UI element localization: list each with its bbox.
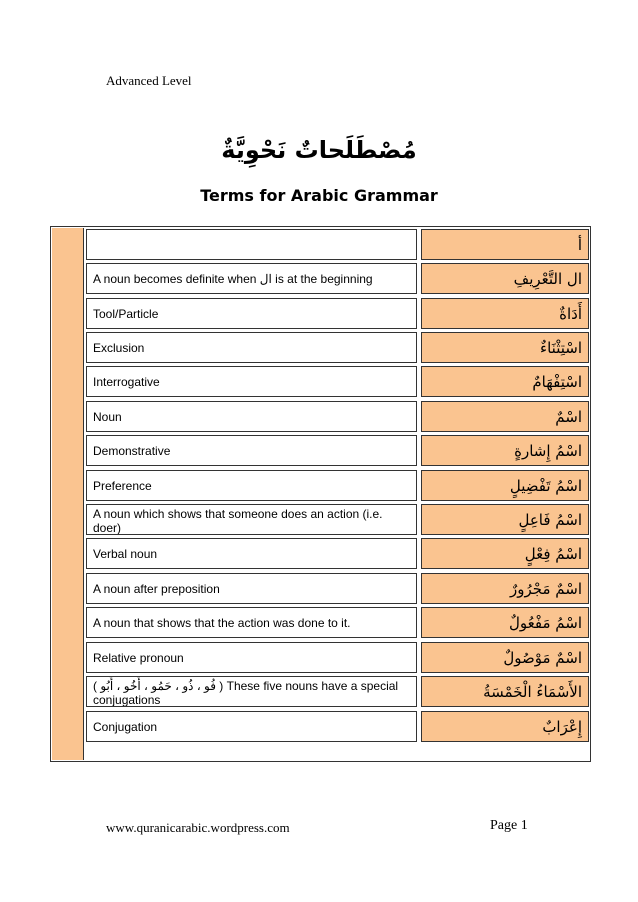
- table-row: [86, 366, 589, 397]
- english-term: A noun that shows that the action was done to it.: [86, 607, 417, 638]
- table-row: [86, 435, 589, 466]
- english-term: Verbal noun: [86, 538, 417, 569]
- header-level: Advanced Level: [106, 73, 192, 88]
- table-row: [86, 470, 589, 501]
- arabic-term: أ: [421, 229, 589, 260]
- footer-url[interactable]: www.quranicarabic.wordpress.com: [106, 820, 290, 835]
- english-term: ( فُو ، ذُو ، حَمُو ، أَخُو ، أَبُو ) These five nouns have a special conjugations: [86, 676, 417, 707]
- table-row: [86, 263, 589, 294]
- english-term: Demonstrative: [86, 435, 417, 466]
- table-row: [86, 642, 589, 673]
- english-term: Conjugation: [86, 711, 417, 742]
- table-row: [86, 229, 589, 260]
- page-number: Page 1: [490, 818, 528, 833]
- table-row: [86, 538, 589, 569]
- page-title-arabic: مُصْطَلَحاتٌ نَحْوِيَّةٌ: [221, 136, 417, 164]
- arabic-term: الأَسْمَاءُ الْخَمْسَةُ: [421, 676, 589, 707]
- page-title-english: Terms for Arabic Grammar: [200, 186, 438, 205]
- table-row: [86, 332, 589, 363]
- arabic-term: اسْمُ فَاعِلٍ: [421, 504, 589, 535]
- arabic-term: اسْمُ تَفْضِيلٍ: [421, 470, 589, 501]
- arabic-term: اسْمُ مَفْعُولٌ: [421, 607, 589, 638]
- arabic-term: اسْتِفْهَامٌ: [421, 366, 589, 397]
- arabic-term: ال التَّعْرِيفِ: [421, 263, 589, 294]
- english-term: Tool/Particle: [86, 298, 417, 329]
- table-row: [86, 504, 589, 535]
- table-row: [86, 607, 589, 638]
- english-term: Preference: [86, 470, 417, 501]
- english-term: Exclusion: [86, 332, 417, 363]
- table-row: [86, 711, 589, 742]
- arabic-term: اسْمُ إِشارةٍ: [421, 435, 589, 466]
- english-term: Interrogative: [86, 366, 417, 397]
- english-term: Relative pronoun: [86, 642, 417, 673]
- english-term: A noun which shows that someone does an action (i.e. doer): [86, 504, 417, 535]
- table-row: [86, 298, 589, 329]
- arabic-term: اسْمٌ مَجْرُورٌ: [421, 573, 589, 604]
- arabic-term: اسْتِثْنَاءٌ: [421, 332, 589, 363]
- english-term: [86, 229, 417, 260]
- arabic-term: اسْمٌ: [421, 401, 589, 432]
- arabic-term: اسْمٌ مَوْصُولٌ: [421, 642, 589, 673]
- table-row: [86, 401, 589, 432]
- english-term: Noun: [86, 401, 417, 432]
- arabic-term: اسْمُ فِعْلٍ: [421, 538, 589, 569]
- terms-table: [50, 226, 591, 762]
- english-term: A noun becomes definite when ال is at the beginning: [86, 263, 417, 294]
- table-side-stripe: [52, 228, 84, 760]
- arabic-term: أَدَاةٌ: [421, 298, 589, 329]
- table-row: [86, 676, 589, 707]
- table-row: [86, 573, 589, 604]
- arabic-term: إِعْرَابٌ: [421, 711, 589, 742]
- english-term: A noun after preposition: [86, 573, 417, 604]
